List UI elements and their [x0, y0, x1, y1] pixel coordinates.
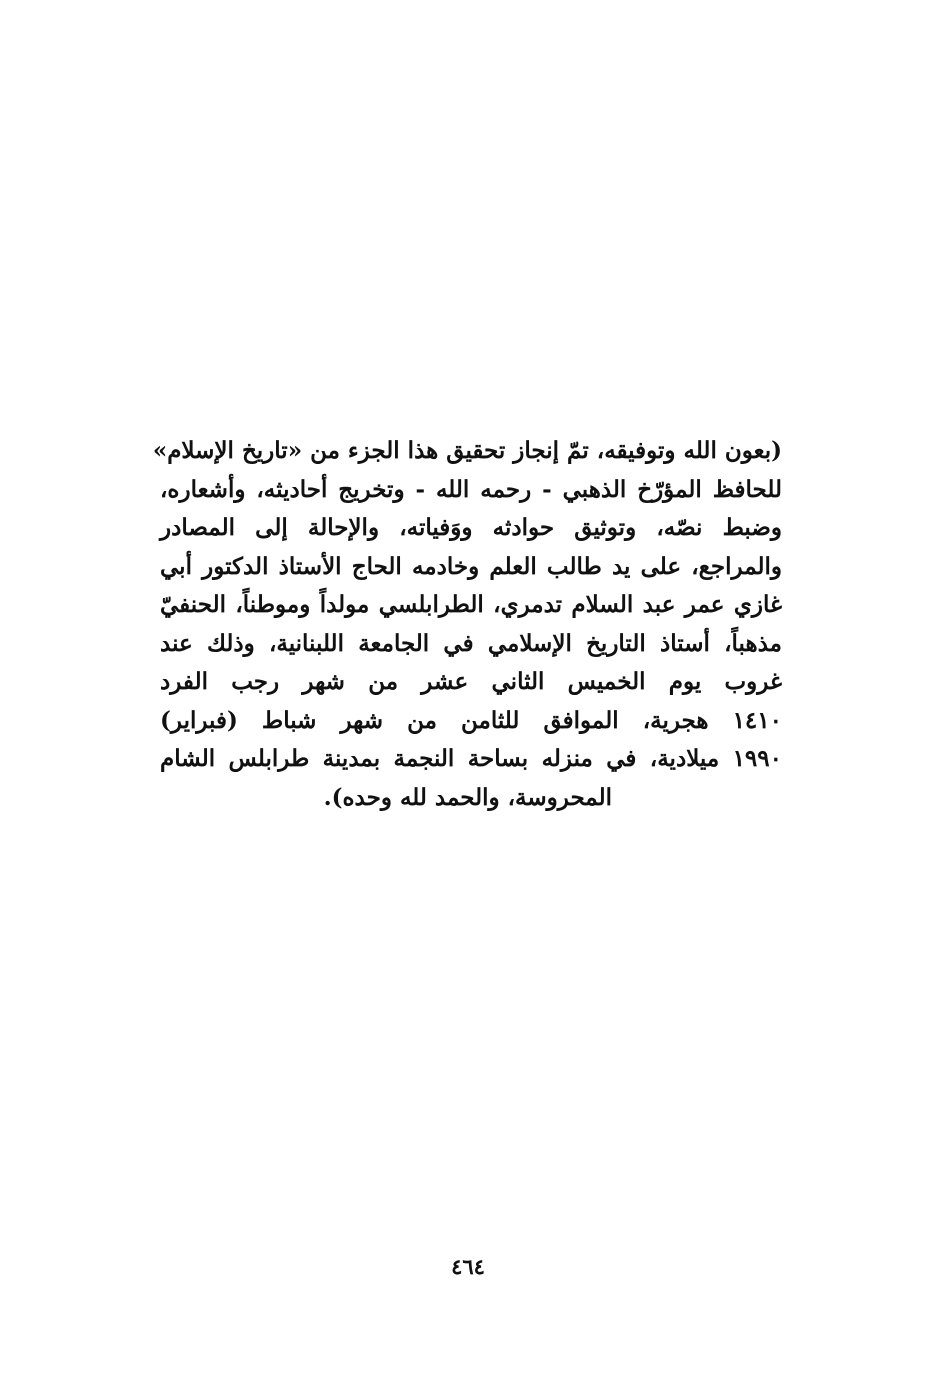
- colophon-line: (بعون الله وتوفيقه، تمّ إنجاز تحقيق هذا الجزء من «تاريخ الإسلام»: [152, 437, 782, 464]
- colophon-line: مذهباً، أستاذ التاريخ الإسلامي في الجامعة اللبنانية، وذلك عند: [160, 629, 782, 657]
- colophon-line: ١٤١٠ هجرية، الموافق للثامن من شهر شباط (فبراير): [160, 706, 782, 734]
- colophon-line: ١٩٩٠ ميلادية، في منزله بساحة النجمة بمدينة طرابلس الشام: [160, 745, 782, 772]
- colophon-line: غازي عمر عبد السلام تدمري، الطرابلسي مولداً وموطناً، الحنفيّ: [160, 591, 782, 618]
- colophon-line: وضبط نصّه، وتوثيق حوادثه ووَفياته، والإحالة إلى المصادر: [160, 514, 782, 541]
- page-number: ٤٦٤: [451, 1254, 485, 1279]
- colophon-line: المحروسة، والحمد لله وحده).: [323, 783, 612, 811]
- colophon-paragraph: [152, 432, 782, 817]
- colophon-line: غروب يوم الخميس الثاني عشر من شهر رجب الفرد: [160, 668, 782, 695]
- colophon-line: والمراجع، على يد طالب العلم وخادمه الحاج الأستاذ الدكتور أبي: [160, 552, 782, 580]
- colophon-line: للحافظ المؤرّخ الذهبي - رحمه الله - وتخريج أحاديثه، وأشعاره،: [160, 475, 782, 503]
